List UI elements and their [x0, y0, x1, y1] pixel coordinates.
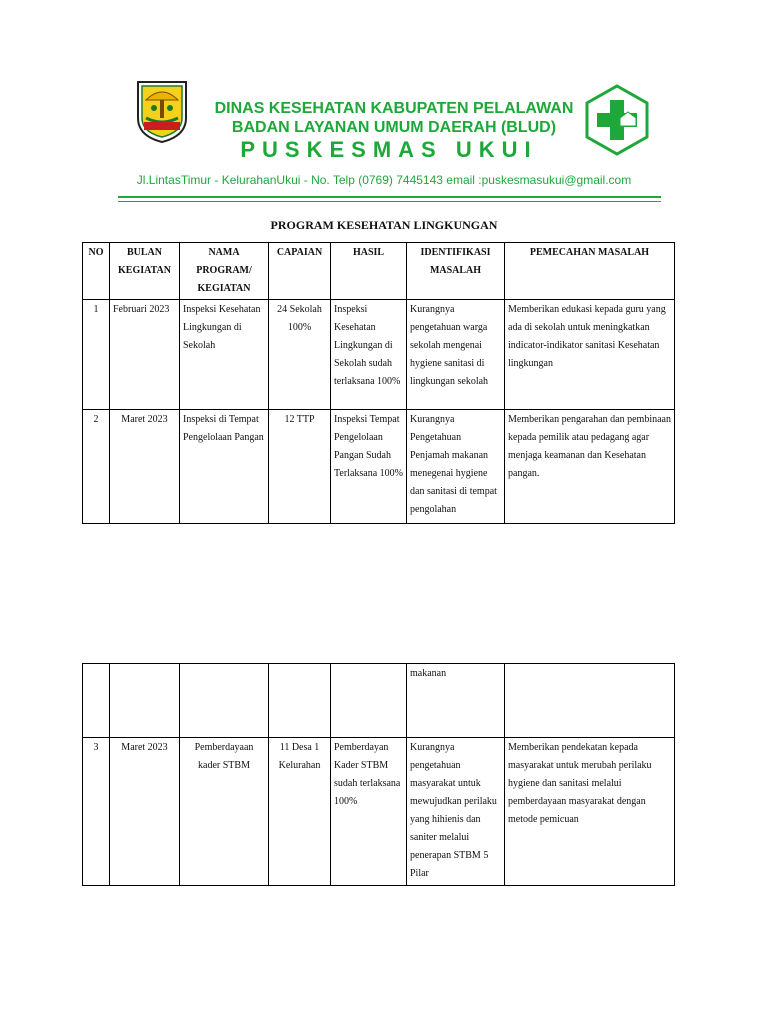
cell-pemecahan: Memberikan edukasi kepada guru yang ada di sekolah untuk meningkatkan indicator-indikator sanitasi Kesehatan lingkungan — [505, 300, 675, 410]
cell-nama: Inspeksi Kesehatan Lingkungan di Sekolah — [180, 300, 269, 410]
header-no: NO — [83, 243, 110, 300]
table-row-continuation — [83, 664, 675, 738]
table-row — [83, 738, 675, 886]
cell-bulan: Maret 2023 — [110, 738, 180, 886]
cell-pemecahan: Memberikan pendekatan kepada masyarakat untuk merubah perilaku hygiene dan sanitasi melalui pemberdayaan masyarakat dengan metode pemicuan — [505, 738, 675, 886]
cell-no: 1 — [83, 300, 110, 410]
cell-hasil: Inspeksi Kesehatan Lingkungan di Sekolah sudah terlaksana 100% — [331, 300, 407, 410]
table-row — [83, 410, 675, 524]
document-title: PROGRAM KESEHATAN LINGKUNGAN — [270, 218, 498, 232]
cell-nama: Pemberdayaan kader STBM — [180, 738, 269, 886]
cell-identifikasi: makanan — [407, 664, 505, 738]
cell-identifikasi: Kurangnya pengetahuan masyarakat untuk mewujudkan perilaku yang hihienis dan saniter melalui penerapan STBM 5 Pilar — [407, 738, 505, 886]
cell-bulan: Februari 2023 — [110, 300, 180, 410]
header-identifikasi: IDENTIFIKASI MASALAH — [407, 243, 505, 300]
puskesmas-name: PUSKESMAS UKUI — [240, 137, 538, 162]
header-nama: NAMA PROGRAM/ KEGIATAN — [180, 243, 269, 300]
header-capaian: CAPAIAN — [269, 243, 331, 300]
cell-no: 3 — [83, 738, 110, 886]
address-line: Jl.LintasTimur - KelurahanUkui - No. Telp (0769) 7445143 email :puskesmasukui@gmail.com — [136, 173, 632, 187]
cell-capaian: 11 Desa 1 Kelurahan — [269, 738, 331, 886]
header-pemecahan: PEMECAHAN MASALAH — [505, 243, 675, 300]
cell-identifikasi: Kurangnya Pengetahuan Penjamah makanan menegenai hygiene dan sanitasi di tempat pengolahan — [407, 410, 505, 524]
cell-pemecahan: Memberikan pengarahan dan pembinaan kepada pemilik atau pedagang agar menjaga keamanan dan Kesehatan pangan. — [505, 410, 675, 524]
program-table — [82, 242, 675, 524]
agency-subtitle: BADAN LAYANAN UMUM DAERAH (BLUD) — [231, 119, 557, 136]
cell-capaian: 12 TTP — [269, 410, 331, 524]
cell-no: 2 — [83, 410, 110, 524]
agency-name: DINAS KESEHATAN KABUPATEN PELALAWAN — [214, 100, 574, 117]
table-header-row — [83, 243, 675, 300]
program-table-continued — [82, 663, 675, 886]
cell-hasil: Inspeksi Tempat Pengelolaan Pangan Sudah Terlaksana 100% — [331, 410, 407, 524]
cell-identifikasi: Kurangnya pengetahuan warga sekolah mengenai hygiene sanitasi di lingkungan sekolah — [407, 300, 505, 410]
cell-nama: Inspeksi di Tempat Pengelolaan Pangan — [180, 410, 269, 524]
cell-bulan: Maret 2023 — [110, 410, 180, 524]
header-bulan: BULAN KEGIATAN — [110, 243, 180, 300]
header-divider — [118, 196, 661, 198]
table-row — [83, 300, 675, 410]
header-hasil: HASIL — [331, 243, 407, 300]
cell-capaian: 24 Sekolah 100% — [269, 300, 331, 410]
cell-hasil: Pemberdayan Kader STBM sudah terlaksana 100% — [331, 738, 407, 886]
header-divider-thin — [118, 201, 661, 202]
